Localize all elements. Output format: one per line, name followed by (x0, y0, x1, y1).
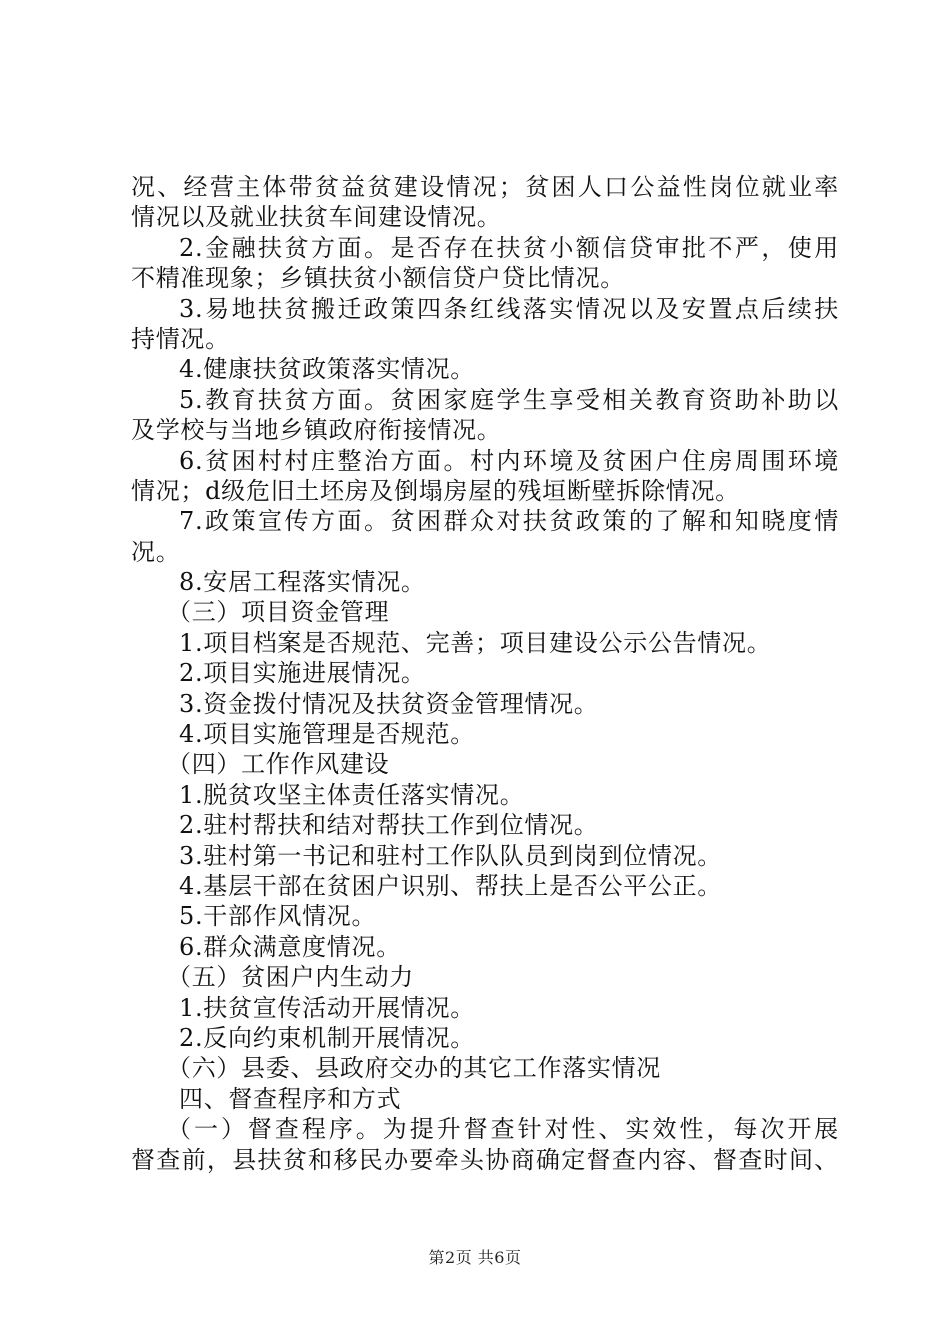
text-line: 5.干部作风情况。 (179, 902, 377, 931)
text-line: 1.脱贫攻坚主体责任落实情况。 (179, 780, 525, 809)
text-line: （四）工作作风建设 (167, 750, 390, 779)
text-line: 2.金融扶贫方面。是否存在扶贫小额信贷审批不严，使用 (179, 233, 839, 262)
text-line: 3.资金拨付情况及扶贫资金管理情况。 (179, 689, 599, 718)
text-line: 持情况。 (131, 324, 230, 353)
text-line: 2.驻村帮扶和结对帮扶工作到位情况。 (179, 811, 599, 840)
text-line: 7.政策宣传方面。贫困群众对扶贫政策的了解和知晓度情 (179, 507, 839, 536)
text-line: 4.基层干部在贫困户识别、帮扶上是否公平公正。 (179, 871, 722, 900)
text-line: 4.健康扶贫政策落实情况。 (179, 355, 475, 384)
text-line: 2.反向约束机制开展情况。 (179, 1023, 475, 1052)
text-line: 况。 (131, 537, 181, 566)
text-line: （三）项目资金管理 (167, 598, 390, 627)
text-line: 1.项目档案是否规范、完善；项目建设公示公告情况。 (179, 628, 772, 657)
text-line: 3.易地扶贫搬迁政策四条红线落实情况以及安置点后续扶 (179, 294, 839, 323)
text-line: 及学校与当地乡镇政府衔接情况。 (131, 416, 502, 445)
document-body (131, 172, 839, 1175)
text-line: 3.驻村第一书记和驻村工作队队员到岗到位情况。 (179, 841, 722, 870)
text-line: 2.项目实施进展情况。 (179, 659, 426, 688)
text-line: 8.安居工程落实情况。 (179, 568, 426, 597)
text-line: 四、督查程序和方式 (179, 1084, 402, 1113)
text-line: 情况以及就业扶贫车间建设情况。 (131, 203, 502, 232)
text-line: 1.扶贫宣传活动开展情况。 (179, 993, 475, 1022)
text-line: 6.贫困村村庄整治方面。村内环境及贫困户住房周围环境 (179, 446, 839, 475)
text-line: （六）县委、县政府交办的其它工作落实情况 (167, 1054, 661, 1083)
page-footer: 第2页 共6页 (428, 1248, 522, 1267)
text-line: 6.群众满意度情况。 (179, 932, 401, 961)
text-line: 督查前，县扶贫和移民办要牵头协商确定督查内容、督查时间、 (131, 1145, 839, 1174)
text-line: 5.教育扶贫方面。贫困家庭学生享受相关教育资助补助以 (179, 385, 839, 414)
text-line: 不精准现象；乡镇扶贫小额信贷户贷比情况。 (131, 264, 625, 293)
text-line: （五）贫困户内生动力 (167, 963, 414, 992)
text-line: 情况；d级危旧土坯房及倒塌房屋的残垣断壁拆除情况。 (131, 476, 740, 505)
text-line: 4.项目实施管理是否规范。 (179, 720, 475, 749)
text-line: （一）督查程序。为提升督查针对性、实效性，每次开展 (167, 1115, 839, 1144)
text-line: 况、经营主体带贫益贫建设情况；贫困人口公益性岗位就业率 (131, 173, 839, 201)
